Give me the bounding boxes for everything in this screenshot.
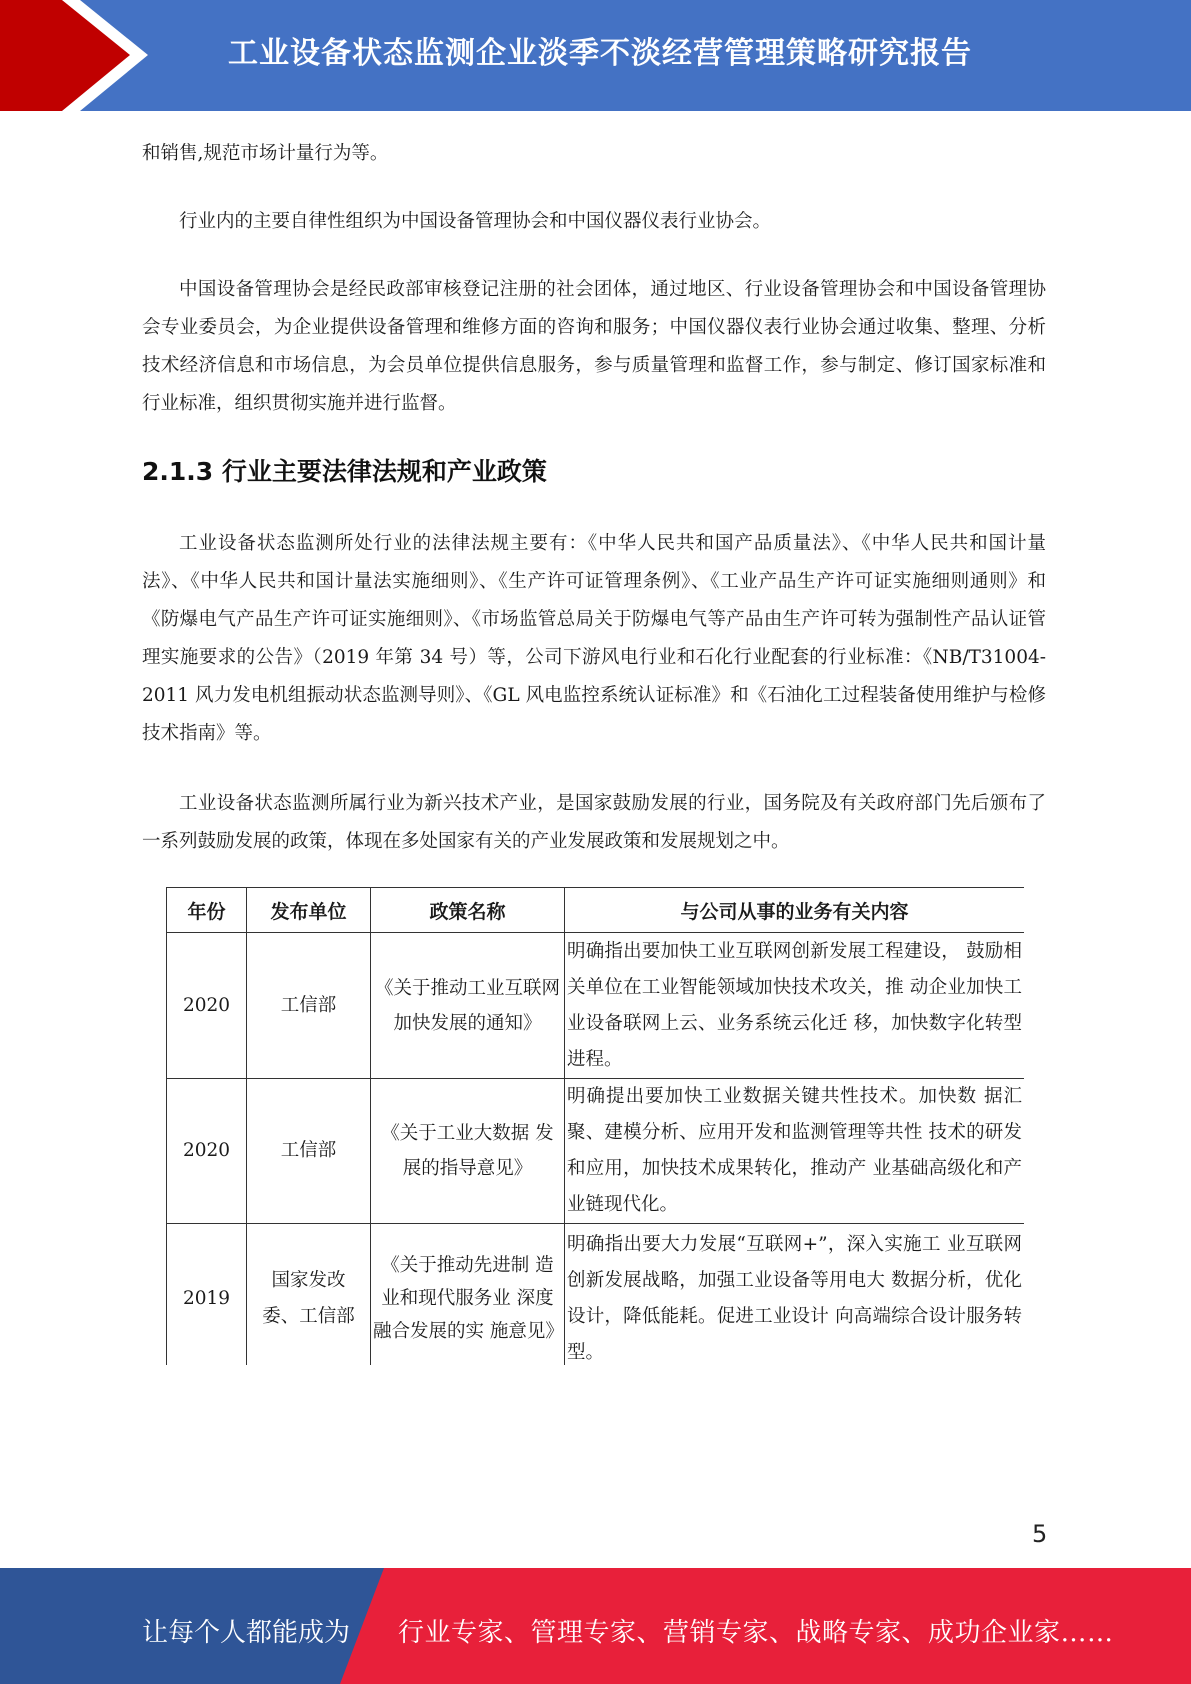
cell-policy: 《关于推动先进制 造业和现代服务业 深度融合发展的实 施意见》 (371, 1224, 565, 1368)
cell-issuer: 工信部 (247, 1079, 371, 1224)
header-year: 年份 (167, 888, 247, 933)
cell-issuer: 工信部 (247, 933, 371, 1079)
section-heading: 2.1.3 行业主要法律法规和产业政策 (142, 457, 547, 486)
cell-year: 2020 (167, 933, 247, 1079)
table-row (167, 1224, 1025, 1368)
policy-table (166, 887, 1024, 1367)
header-related-content: 与公司从事的业务有关内容 (565, 888, 1025, 933)
footer-slogan-right: 行业专家、管理专家、营销专家、战略专家、成功企业家…… (398, 1618, 1114, 1648)
cell-content: 明确提出要加快工业数据关键共性技术。加快数 据汇聚、建模分析、应用开发和监测管理等共性 技术的研发和应用，加快技术成果转化，推动产 业基础高级化和产业链现代化。 (565, 1079, 1025, 1224)
table-header-row (167, 888, 1025, 933)
cell-content: 明确指出要加快工业互联网创新发展工程建设， 鼓励相关单位在工业智能领域加快技术攻关，推 动企业加快工业设备联网上云、业务系统云化迁 移，加快数字化转型进程。 (565, 933, 1025, 1079)
cell-year: 2019 (167, 1224, 247, 1368)
page-number: 5 (1032, 1520, 1048, 1548)
policy-table-wrapper (166, 887, 1024, 1367)
header-issuer: 发布单位 (247, 888, 371, 933)
page-footer (0, 1568, 1191, 1684)
footer-slogan-left: 让每个人都能成为 (142, 1618, 351, 1648)
cell-policy: 《关于工业大数据 发展的指导意见》 (371, 1079, 565, 1224)
cell-year: 2020 (167, 1079, 247, 1224)
cell-content: 明确指出要大力发展“互联网+”，深入实施工 业互联网创新发展战略，加强工业设备等用电大 数据分析，优化设计，降低能耗。促进工业设计 向高端综合设计服务转型。 (565, 1224, 1025, 1368)
header-title: 工业设备状态监测企业淡季不淡经营管理策略研究报告 (228, 36, 972, 71)
paragraph-1: 和销售,规范市场计量行为等。 (142, 143, 389, 164)
cell-issuer: 国家发改委、工信部 (247, 1224, 371, 1368)
table-cut-edge (166, 1365, 1024, 1367)
cell-policy: 《关于推动工业互联网加快发展的通知》 (371, 933, 565, 1079)
header-policy-name: 政策名称 (371, 888, 565, 933)
paragraph-4: 工业设备状态监测所处行业的法律法规主要有：《中华人民共和国产品质量法》、《中华人民共和国计量法》、《中华人民共和国计量法实施细则》、《生产许可证管理条例》、《工业产品生产许可证实施细则通则》和《防爆电气产品生产许可证实施细则》、《市场监管总局关于防爆电气等产品由生产许可转为强制性产品认证管理实施要求的公告》（2019 年第 34 号）等，公司下游风电行业和石化行业配套的行业标准：《NB/T31004-2011 风力发电机组振动状态监测导则》、《GL 风电监控系统认证标准》和《石油化工过程装备使用维护与检修技术指南》等。 (142, 533, 1046, 744)
paragraph-2: 行业内的主要自律性组织为中国设备管理协会和中国仪器仪表行业协会。 (179, 211, 772, 232)
table-row (167, 1079, 1025, 1224)
page-header (0, 0, 1191, 111)
paragraph-3: 中国设备管理协会是经民政部审核登记注册的社会团体，通过地区、行业设备管理协会和中国设备管理协会专业委员会，为企业提供设备管理和维修方面的咨询和服务；中国仪器仪表行业协会通过收集、整理、分析技术经济信息和市场信息，为会员单位提供信息服务，参与质量管理和监督工作，参与制定、修订国家标准和行业标准，组织贯彻实施并进行监督。 (142, 279, 1046, 414)
paragraph-5: 工业设备状态监测所属行业为新兴技术产业，是国家鼓励发展的行业，国务院及有关政府部门先后颁布了一系列鼓励发展的政策，体现在多处国家有关的产业发展政策和发展规划之中。 (142, 793, 1046, 852)
table-row (167, 933, 1025, 1079)
